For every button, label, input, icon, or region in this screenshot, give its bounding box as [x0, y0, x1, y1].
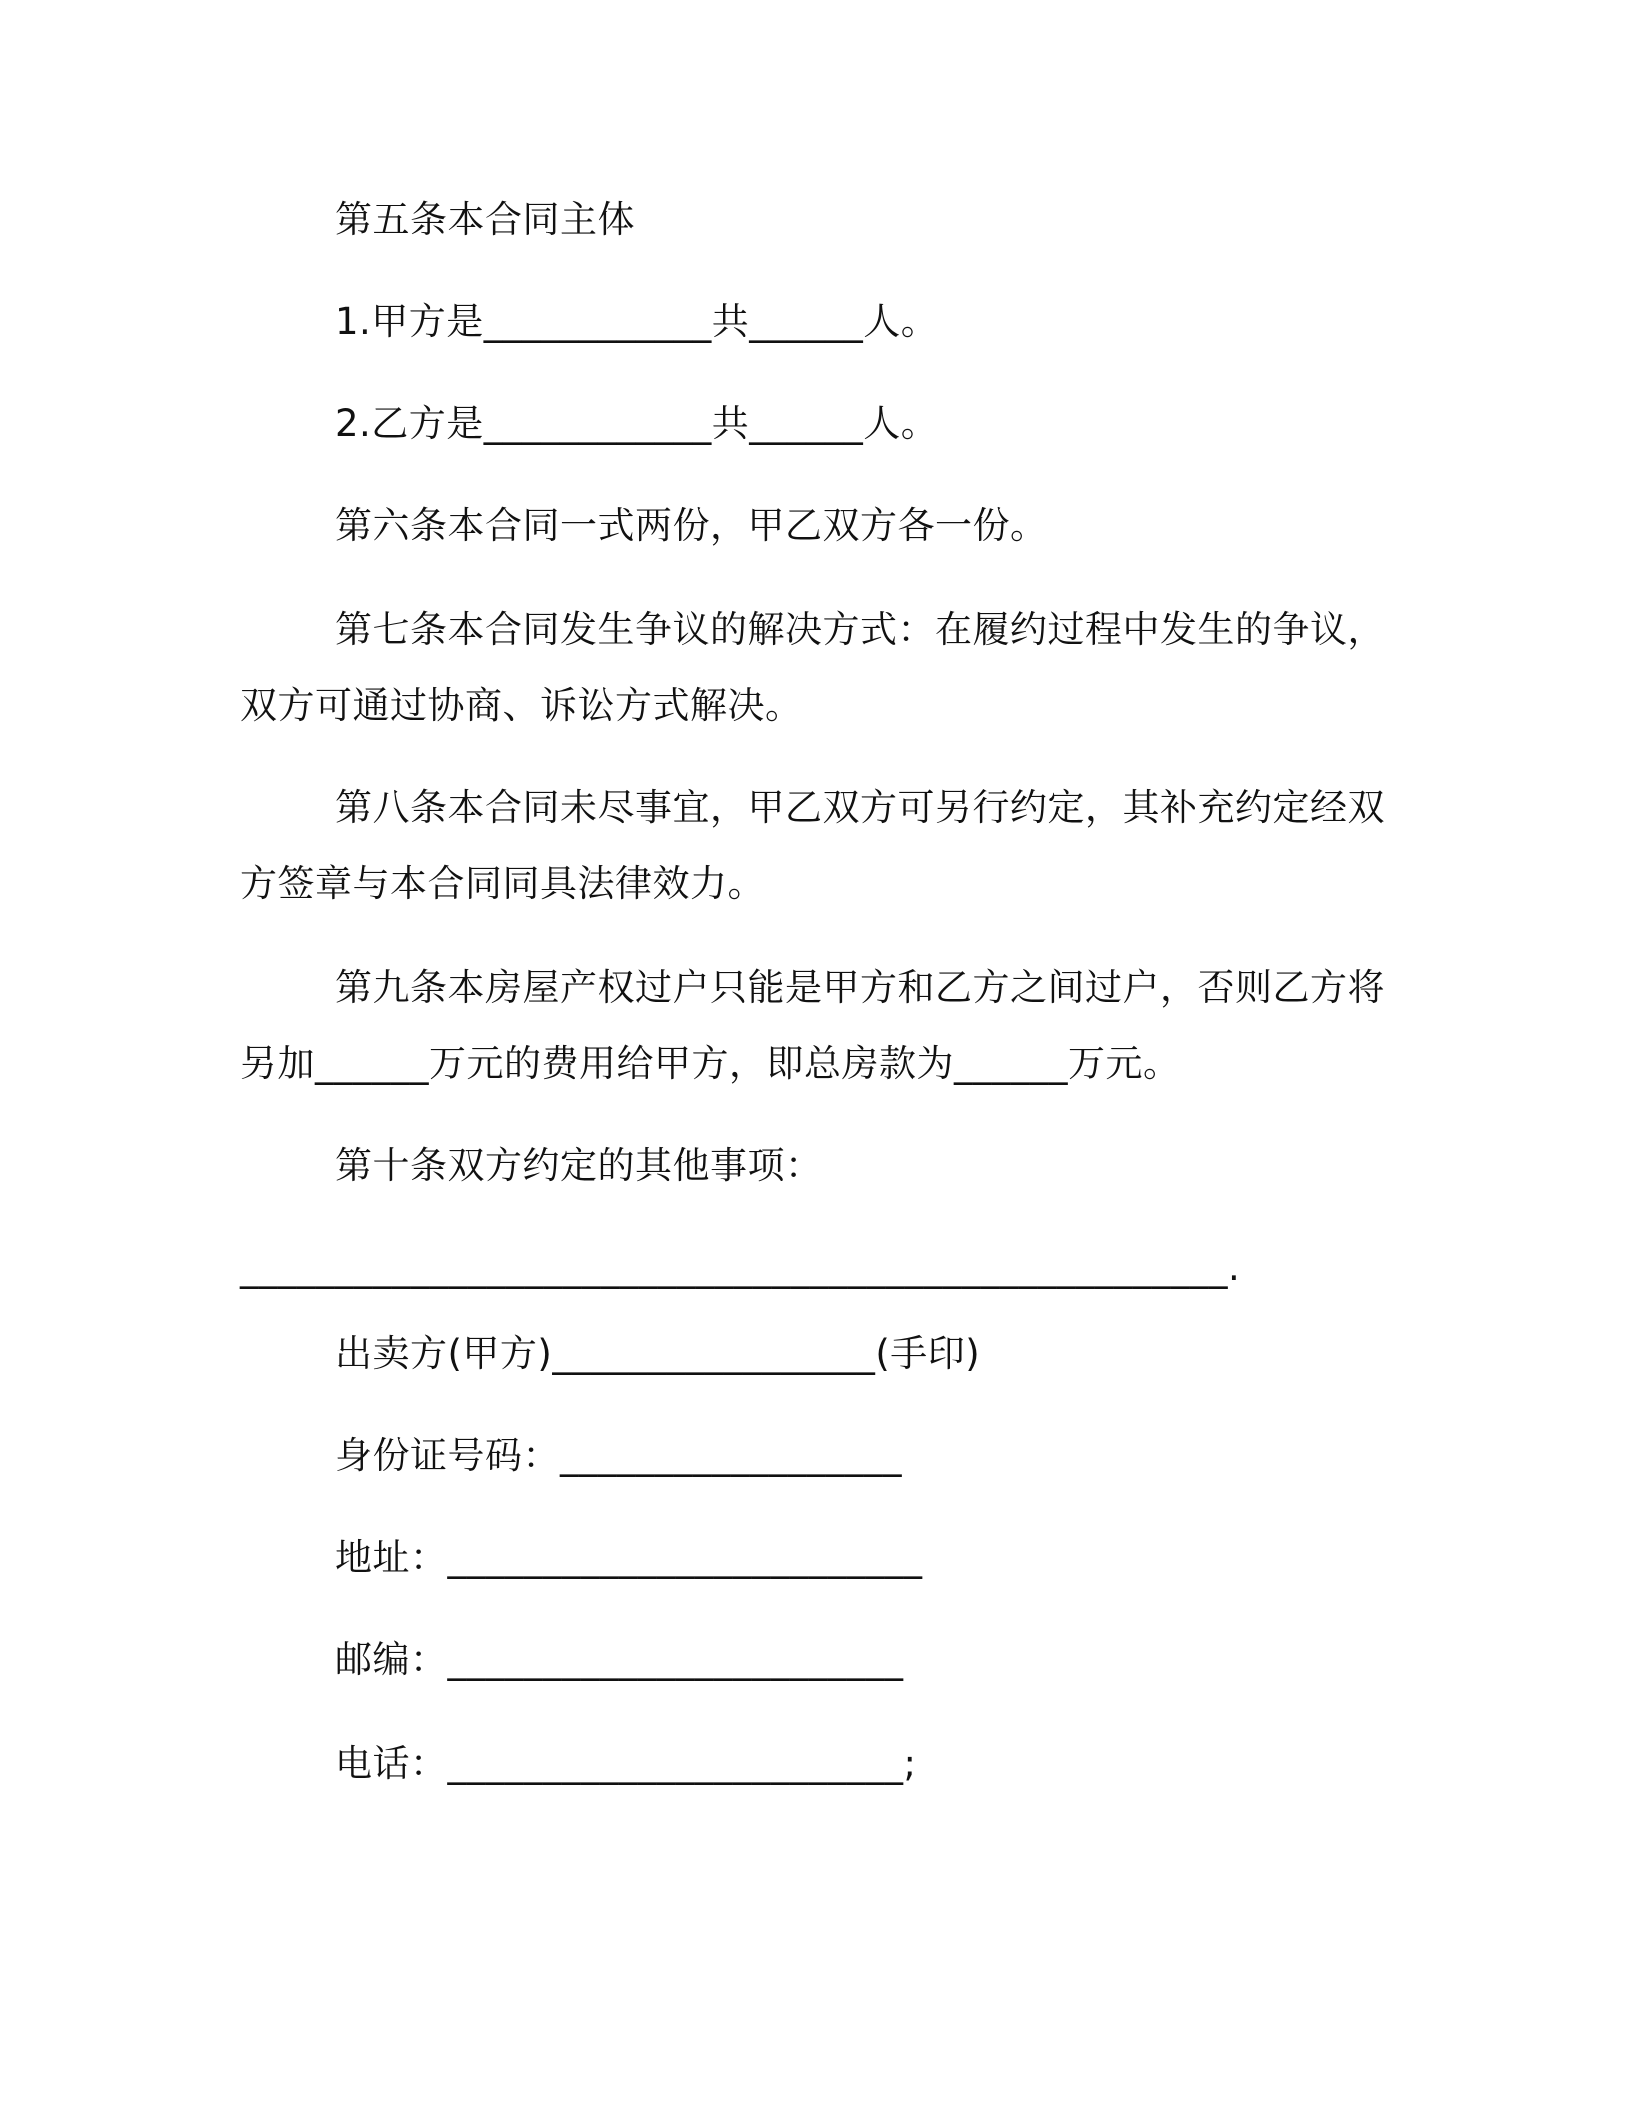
id-number-line: 身份证号码：__________________: [335, 1434, 902, 1477]
address-line: 地址：_________________________: [335, 1536, 923, 1579]
party-a-line: 1.甲方是____________共______人。: [335, 300, 939, 343]
article-8-text-line-1: 第八条本合同未尽事宜，甲乙双方可另行约定，其补充约定经双: [335, 786, 1385, 829]
article-7-text-line-2: 双方可通过协商、诉讼方式解决。: [240, 684, 803, 727]
article-10-heading: 第十条双方约定的其他事项：: [335, 1144, 823, 1187]
party-b-line: 2.乙方是____________共______人。: [335, 402, 939, 445]
phone-line: 电话：________________________;: [335, 1742, 917, 1785]
article-5-heading: 第五条本合同主体: [335, 198, 635, 241]
article-7-text-line-1: 第七条本合同发生争议的解决方式：在履约过程中发生的争议，: [335, 608, 1385, 651]
seller-signature-line: 出卖方(甲方)_________________(手印): [335, 1332, 981, 1375]
article-8-text-line-2: 方签章与本合同同具法律效力。: [240, 862, 765, 905]
postal-code-line: 邮编：________________________: [335, 1638, 904, 1681]
article-9-text-line-1: 第九条本房屋产权过户只能是甲方和乙方之间过户，否则乙方将: [335, 966, 1385, 1009]
article-6-text: 第六条本合同一式两份，甲乙双方各一份。: [335, 504, 1048, 547]
other-matters-blank-line: ____________________________________________________.: [240, 1246, 1241, 1289]
article-9-text-line-2: 另加______万元的费用给甲方，即总房款为______万元。: [240, 1042, 1181, 1085]
